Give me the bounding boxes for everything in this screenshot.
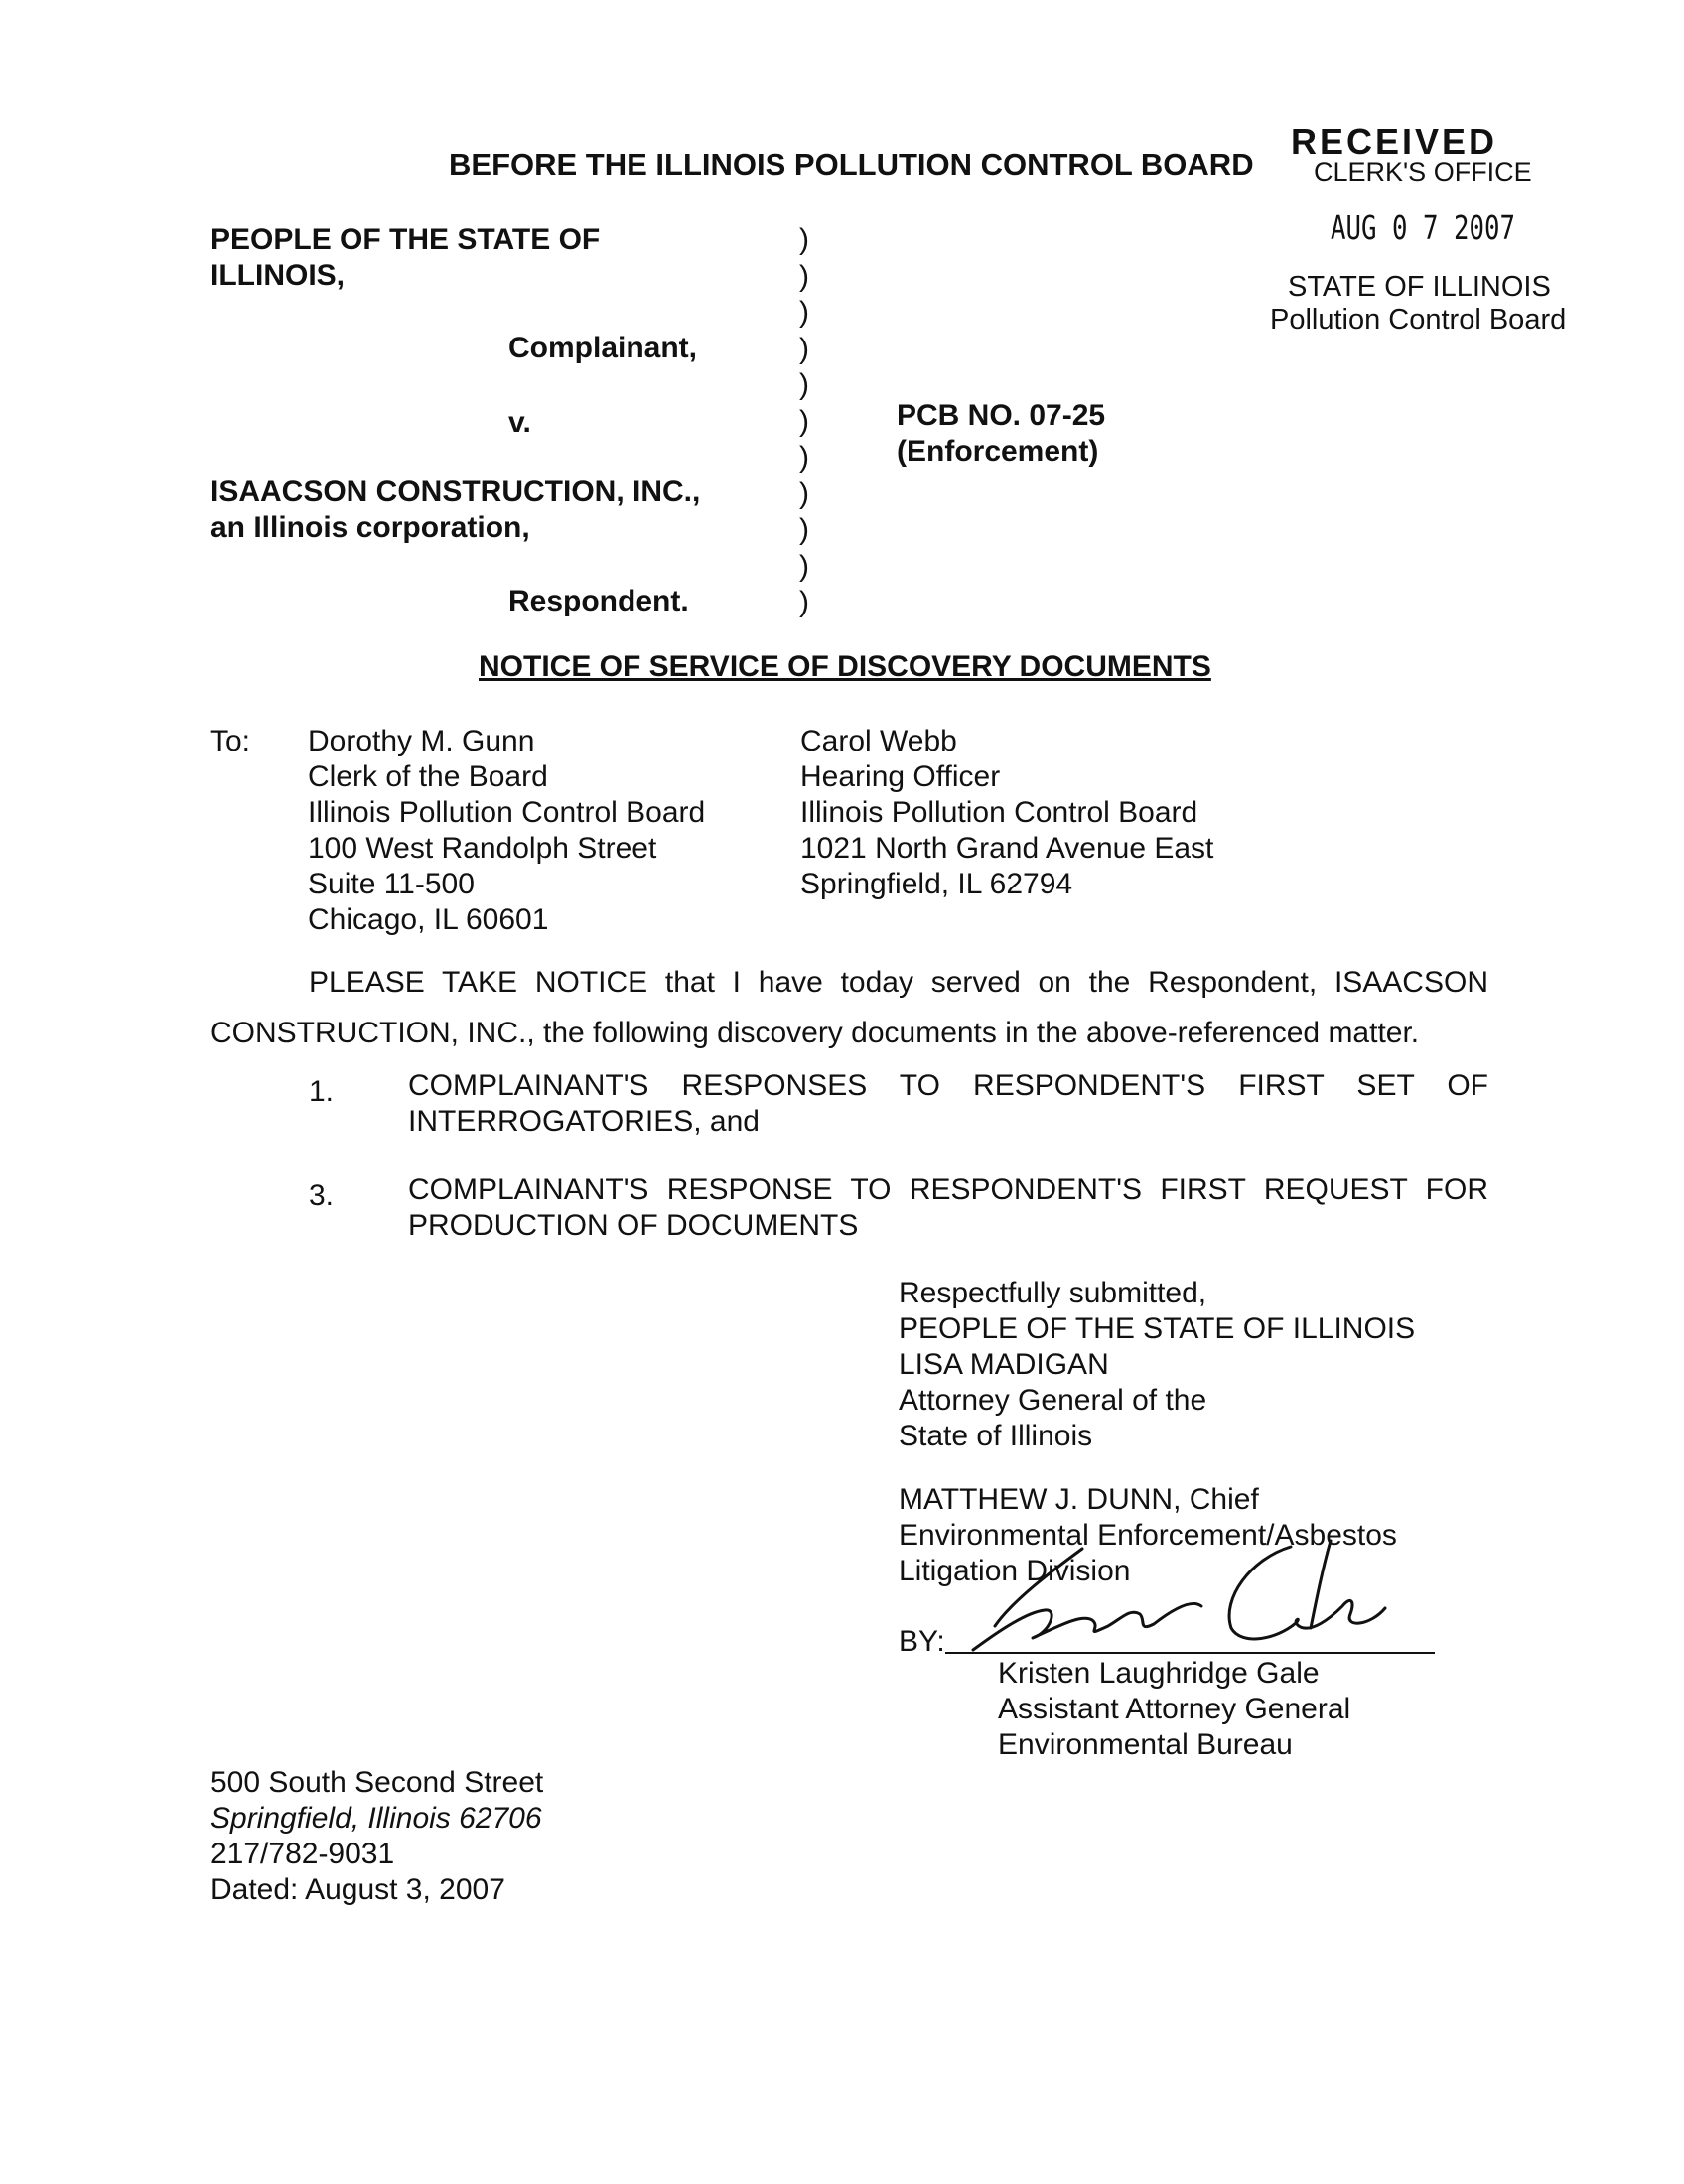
notice-paragraph-line2: CONSTRUCTION, INC., the following discovery documents in the above-referenced matter.: [210, 1017, 1420, 1049]
chief-name: MATTHEW J. DUNN, Chief: [899, 1483, 1259, 1516]
notice-title: NOTICE OF SERVICE OF DISCOVERY DOCUMENTS: [479, 650, 1211, 683]
notice-paragraph-line1: PLEASE TAKE NOTICE that I have today served on the Respondent, ISAACSON: [309, 966, 1488, 999]
item-number: 1.: [309, 1075, 335, 1108]
stamp-state: STATE OF ILLINOIS: [1288, 271, 1551, 303]
signer-block: [998, 1656, 1350, 1763]
versus-label: v.: [508, 406, 531, 439]
signature-block: [899, 1276, 1415, 1454]
item-number: 3.: [309, 1179, 335, 1212]
footer-address-block: [210, 1765, 543, 1908]
recipient-title: Clerk of the Board: [308, 760, 548, 793]
footer-phone: 217/782-9031: [210, 1838, 395, 1870]
recipient-block-hearing-officer: [800, 724, 1213, 902]
item-text-line1: COMPLAINANT'S RESPONSES TO RESPONDENT'S FIRST SET OF: [408, 1069, 1488, 1102]
by-label: BY:: [899, 1625, 945, 1658]
attorney-general-name: LISA MADIGAN: [899, 1348, 1109, 1381]
clerks-office-stamp: CLERK'S OFFICE: [1314, 157, 1532, 187]
received-stamp-title: RECEIVED: [1291, 121, 1498, 162]
item-text-line2: PRODUCTION OF DOCUMENTS: [408, 1209, 859, 1242]
paren: ): [799, 404, 809, 438]
signer-name: Kristen Laughridge Gale: [998, 1657, 1320, 1690]
paren: ): [799, 477, 809, 510]
recipient-name: Carol Webb: [800, 725, 957, 757]
respondent-name-line2: an Illinois corporation,: [210, 511, 530, 544]
recipient-title: Hearing Officer: [800, 760, 1001, 793]
respondent-role: Respondent.: [508, 585, 689, 617]
recipient-org: Illinois Pollution Control Board: [308, 796, 706, 829]
respectfully-submitted: Respectfully submitted,: [899, 1277, 1207, 1309]
paren: ): [799, 259, 809, 293]
item-text-line1: COMPLAINANT'S RESPONSE TO RESPONDENT'S FIRST REQUEST FOR: [408, 1173, 1488, 1206]
recipient-street: 100 West Randolph Street: [308, 832, 657, 865]
recipient-city: Springfield, IL 62794: [800, 868, 1073, 900]
paren: ): [799, 332, 809, 365]
attorney-general-title: Attorney General of the: [899, 1384, 1207, 1417]
people-of-state: PEOPLE OF THE STATE OF ILLINOIS: [899, 1312, 1416, 1345]
division-line1: Environmental Enforcement/Asbestos: [899, 1519, 1397, 1552]
footer-city: Springfield, Illinois 62706: [210, 1802, 542, 1835]
division-line2: Litigation Division: [899, 1555, 1131, 1587]
case-type: (Enforcement): [897, 435, 1099, 468]
complainant-name-line1: PEOPLE OF THE STATE OF: [210, 223, 601, 256]
recipient-street: 1021 North Grand Avenue East: [800, 832, 1214, 865]
paren: ): [799, 441, 809, 474]
paren: ): [799, 296, 809, 329]
footer-street: 500 South Second Street: [210, 1766, 544, 1799]
recipient-city: Chicago, IL 60601: [308, 903, 549, 936]
paren: ): [799, 513, 809, 546]
paren: ): [799, 549, 809, 583]
recipient-org: Illinois Pollution Control Board: [800, 796, 1198, 829]
footer-dated: Dated: August 3, 2007: [210, 1873, 505, 1906]
respondent-name-line1: ISAACSON CONSTRUCTION, INC.,: [210, 476, 701, 508]
signer-bureau: Environmental Bureau: [998, 1728, 1293, 1761]
item-text-line2: INTERROGATORIES, and: [408, 1105, 760, 1138]
case-number: PCB NO. 07-25: [897, 399, 1106, 432]
complainant-name-line2: ILLINOIS,: [210, 259, 345, 292]
attorney-general-state: State of Illinois: [899, 1420, 1093, 1452]
recipient-suite: Suite 11-500: [308, 868, 475, 900]
recipient-block-clerk: [308, 724, 705, 938]
paren: ): [799, 223, 809, 256]
signer-title: Assistant Attorney General: [998, 1693, 1351, 1725]
stamp-date: AUG 0 7 2007: [1331, 208, 1515, 247]
stamp-board: Pollution Control Board: [1270, 304, 1567, 336]
caption-parentheses: [799, 222, 809, 621]
complainant-role: Complainant,: [508, 332, 698, 364]
paren: ): [799, 586, 809, 618]
paren: ): [799, 368, 809, 401]
recipient-name: Dorothy M. Gunn: [308, 725, 535, 757]
to-label: To:: [210, 725, 251, 757]
board-title: BEFORE THE ILLINOIS POLLUTION CONTROL BOARD: [449, 147, 1254, 182]
